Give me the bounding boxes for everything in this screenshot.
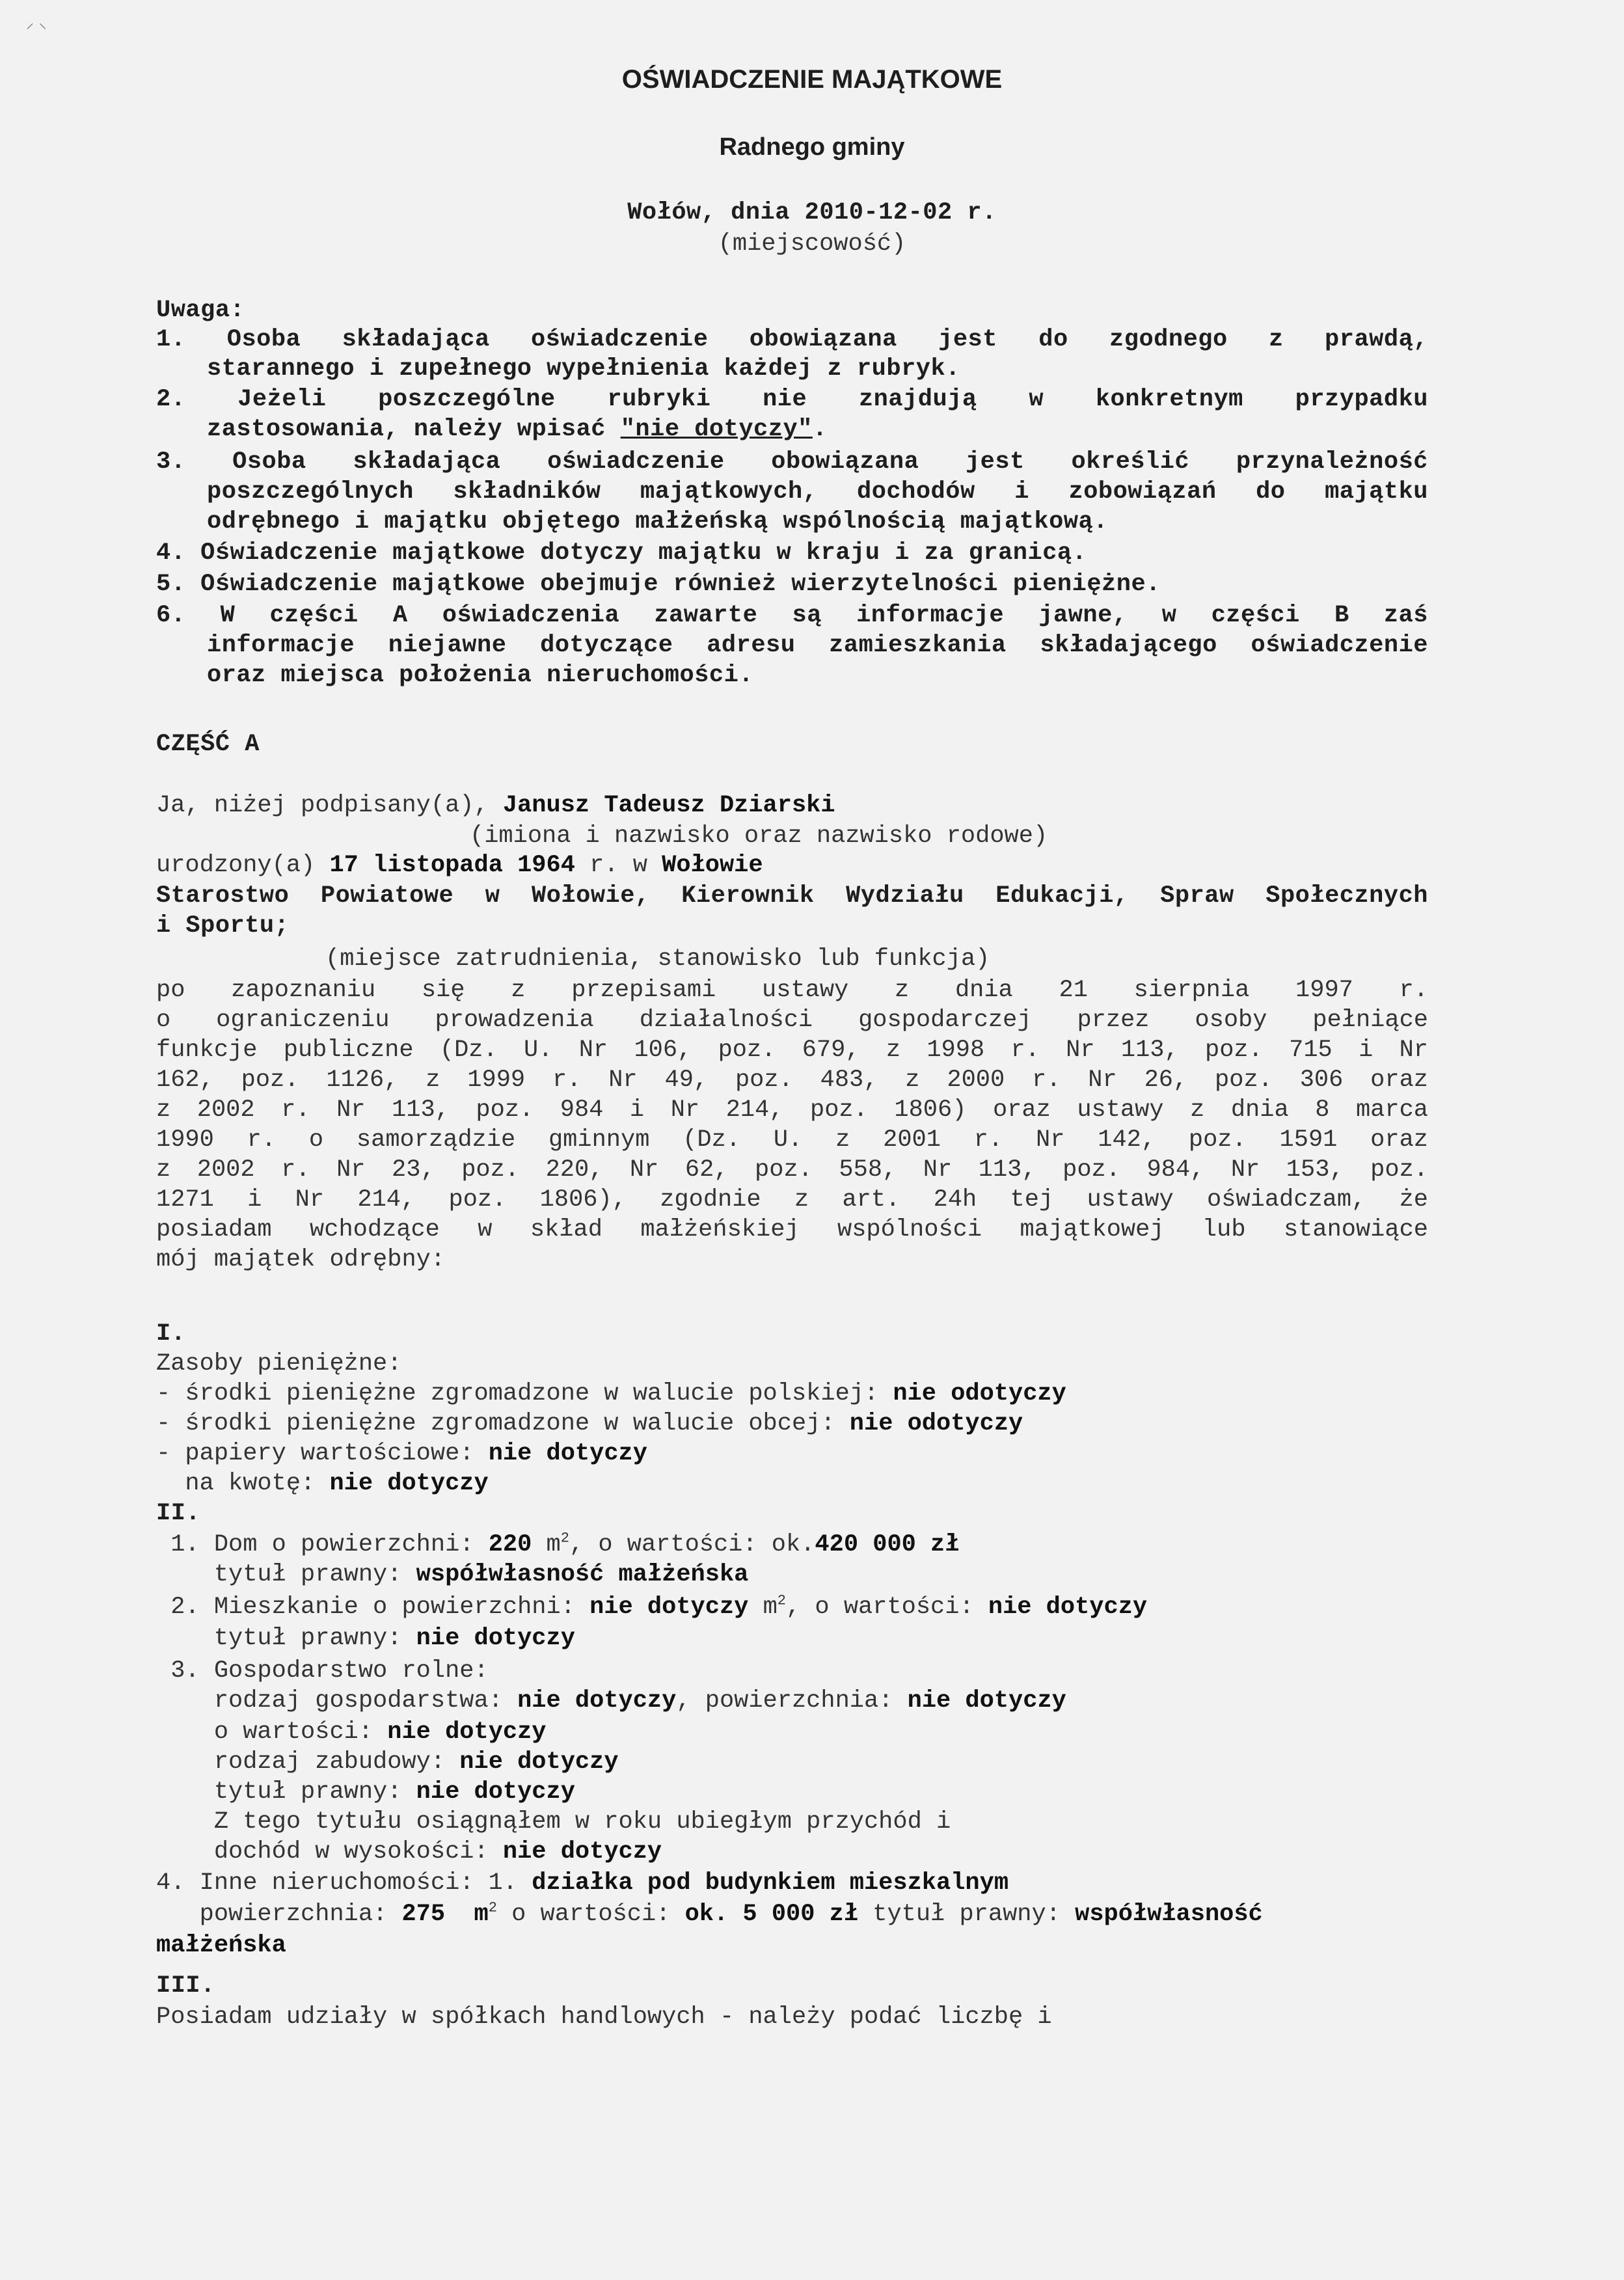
notes-heading: Uwaga: [156, 297, 245, 324]
law-line-8: 1271 i Nr 214, poz. 1806), zgodnie z art. 24h tej ustawy oświadczam, że [156, 1186, 1428, 1214]
securities-amount-value: nie dotyczy [329, 1470, 489, 1497]
cash-fx-row: - środki pieniężne zgromadzone w walucie obcej: nie odotyczy [156, 1410, 1023, 1437]
farm-build: nie dotyczy [459, 1748, 619, 1776]
flat-title: nie dotyczy [416, 1625, 575, 1652]
note-3-line-1: 3. Osoba składająca oświadczenie obowiązana jest określić przynależność [156, 448, 1428, 476]
house-title-row: tytuł prawny: współwłasność małżeńska [156, 1561, 749, 1588]
flat-row: 2. Mieszkanie o powierzchni: nie dotyczy $m^2$, o wartości: nie dotyczy [156, 1592, 1148, 1621]
section-3-number: III. [156, 1972, 215, 2000]
note-5: 5. Oświadczenie majątkowe obejmuje również wierzytelności pieniężne. [156, 571, 1161, 598]
flat-title-row: tytuł prawny: nie dotyczy [156, 1625, 575, 1652]
other-property-title: współwłasność [1075, 1901, 1263, 1928]
house-area: 220 [488, 1531, 532, 1558]
other-property-value: ok. 5 000 zł [684, 1901, 859, 1928]
securities-amount-row: na kwotę: nie dotyczy [156, 1470, 489, 1497]
cash-fx-value: nie odotyczy [849, 1410, 1023, 1437]
birth-date: 17 listopada 1964 [329, 852, 575, 879]
flat-value: nie dotyczy [988, 1594, 1148, 1621]
place-label: (miejscowość) [718, 230, 906, 258]
house-title: współwłasność małżeńska [416, 1561, 749, 1588]
note-6-line-2: informacje niejawne dotyczące adresu zamieszkania składającego oświadczenie [207, 632, 1428, 659]
place-date: Wołów, dnia 2010-12-02 r. [627, 199, 997, 226]
securities-row: - papiery wartościowe: nie dotyczy [156, 1440, 647, 1467]
document-title: OŚWIADCZENIE MAJĄTKOWE [621, 65, 1003, 94]
name-label: (imiona i nazwisko oraz nazwisko rodowe) [470, 822, 1048, 850]
note-3-line-3: odrębnego i majątku objętego małżeńską wspólnością majątkową. [207, 508, 1108, 536]
house-row: 1. Dom o powierzchni: 220 $m^2$, o wartości: ok.420 000 zł [156, 1530, 960, 1558]
law-line-9: posiadam wchodzące w skład małżeńskiej wspólności majątkowej lub stanowiące [156, 1216, 1428, 1243]
law-line-7: z 2002 r. Nr 23, poz. 220, Nr 62, poz. 558, Nr 113, poz. 984, Nr 153, poz. [156, 1156, 1428, 1184]
note-1-line-1: 1. Osoba składająca oświadczenie obowiązana jest do zgodnego z prawdą, [156, 326, 1428, 353]
note-6-line-3: oraz miejsca położenia nieruchomości. [207, 662, 754, 689]
other-property-desc: działka pod budynkiem mieszkalnym [532, 1869, 1009, 1897]
law-line-3: funkcje publiczne (Dz. U. Nr 106, poz. 679, z 1998 r. Nr 113, poz. 715 i Nr [156, 1037, 1428, 1064]
flat-area: nie dotyczy [589, 1594, 749, 1621]
employer-line-2: i Sportu; [156, 912, 290, 940]
declarant-line: Ja, niżej podpisany(a), Janusz Tadeusz Dziarski [156, 792, 835, 819]
law-line-4: 162, poz. 1126, z 1999 r. Nr 49, poz. 483, z 2000 r. Nr 26, poz. 306 oraz [156, 1066, 1428, 1094]
note-2-line-2: zastosowania, należy wpisać "nie dotyczy". [207, 416, 828, 443]
employer-label: (miejsce zatrudnienia, stanowisko lub funkcja) [325, 945, 990, 973]
farm-income-row-2: dochód w wysokości: nie dotyczy [156, 1838, 662, 1866]
farm-income: nie dotyczy [502, 1838, 662, 1866]
scan-mark: ⸍ ⸌ [26, 20, 47, 38]
securities-value: nie dotyczy [488, 1440, 647, 1467]
section-2-number: II. [156, 1500, 201, 1527]
law-line-10: mój majątek odrębny: [156, 1246, 446, 1273]
declarant-name: Janusz Tadeusz Dziarski [502, 792, 835, 819]
farm-type: nie dotyczy [517, 1687, 677, 1715]
farm-area: nie dotyczy [907, 1687, 1066, 1715]
farm-row: 3. Gospodarstwo rolne: [156, 1657, 489, 1685]
section-1-number: I. [156, 1320, 186, 1348]
note-4: 4. Oświadczenie majątkowe dotyczy majątku w kraju i za granicą. [156, 539, 1087, 567]
section-1-heading: Zasoby pieniężne: [156, 1350, 402, 1378]
other-property-row: 4. Inne nieruchomości: 1. działka pod budynkiem mieszkalnym [156, 1869, 1009, 1897]
part-a-heading: CZĘŚĆ A [156, 731, 260, 758]
law-line-6: 1990 r. o samorządzie gminnym (Dz. U. z 2001 r. Nr 142, poz. 1591 oraz [156, 1126, 1428, 1154]
nie-dotyczy-quote: "nie dotyczy" [620, 416, 813, 443]
other-property-title-cont: małżeńska [156, 1932, 286, 1959]
note-3-line-2: poszczególnych składników majątkowych, dochodów i zobowiązań do majątku [207, 478, 1428, 506]
farm-title-row: tytuł prawny: nie dotyczy [156, 1778, 575, 1806]
note-2-line-1: 2. Jeżeli poszczególne rubryki nie znajdują w konkretnym przypadku [156, 386, 1428, 413]
farm-title: nie dotyczy [416, 1778, 575, 1806]
note-6-line-1: 6. W części A oświadczenia zawarte są informacje jawne, w części B zaś [156, 602, 1428, 629]
farm-value: nie dotyczy [387, 1718, 547, 1746]
birth-place: Wołowie [662, 852, 763, 879]
cash-pln-row: - środki pieniężne zgromadzone w walucie polskiej: nie odotyczy [156, 1380, 1066, 1407]
birth-line: urodzony(a) 17 listopada 1964 r. w Wołowie [156, 852, 763, 879]
house-value: 420 000 zł [815, 1531, 960, 1558]
section-3-text: Posiadam udziały w spółkach handlowych - należy podać liczbę i [156, 2003, 1052, 2031]
law-line-1: po zapoznaniu się z przepisami ustawy z dnia 21 sierpnia 1997 r. [156, 977, 1428, 1004]
other-property-details: powierzchnia: 275 $m^2$ o wartości: ok. 5 000 zł tytuł prawny: współwłasność [156, 1899, 1263, 1928]
law-line-2: o ograniczeniu prowadzenia działalności gospodarczej przez osoby pełniące [156, 1007, 1428, 1034]
law-line-5: z 2002 r. Nr 113, poz. 984 i Nr 214, poz. 1806) oraz ustawy z dnia 8 marca [156, 1096, 1428, 1124]
employer-line-1: Starostwo Powiatowe w Wołowie, Kierownik Wydziału Edukacji, Spraw Społecznych [156, 882, 1428, 910]
document-subtitle: Radnego gminy [719, 133, 905, 161]
other-property-area: 275 [401, 1901, 446, 1928]
farm-value-row: o wartości: nie dotyczy [156, 1718, 547, 1746]
cash-pln-value: nie odotyczy [893, 1380, 1066, 1407]
farm-income-row-1: Z tego tytułu osiągnąłem w roku ubiegłym przychód i [156, 1808, 951, 1836]
farm-type-row: rodzaj gospodarstwa: nie dotyczy, powierzchnia: nie dotyczy [156, 1687, 1066, 1715]
farm-build-row: rodzaj zabudowy: nie dotyczy [156, 1748, 619, 1776]
note-1-line-2: starannego i zupełnego wypełnienia każdej z rubryk. [207, 355, 960, 383]
